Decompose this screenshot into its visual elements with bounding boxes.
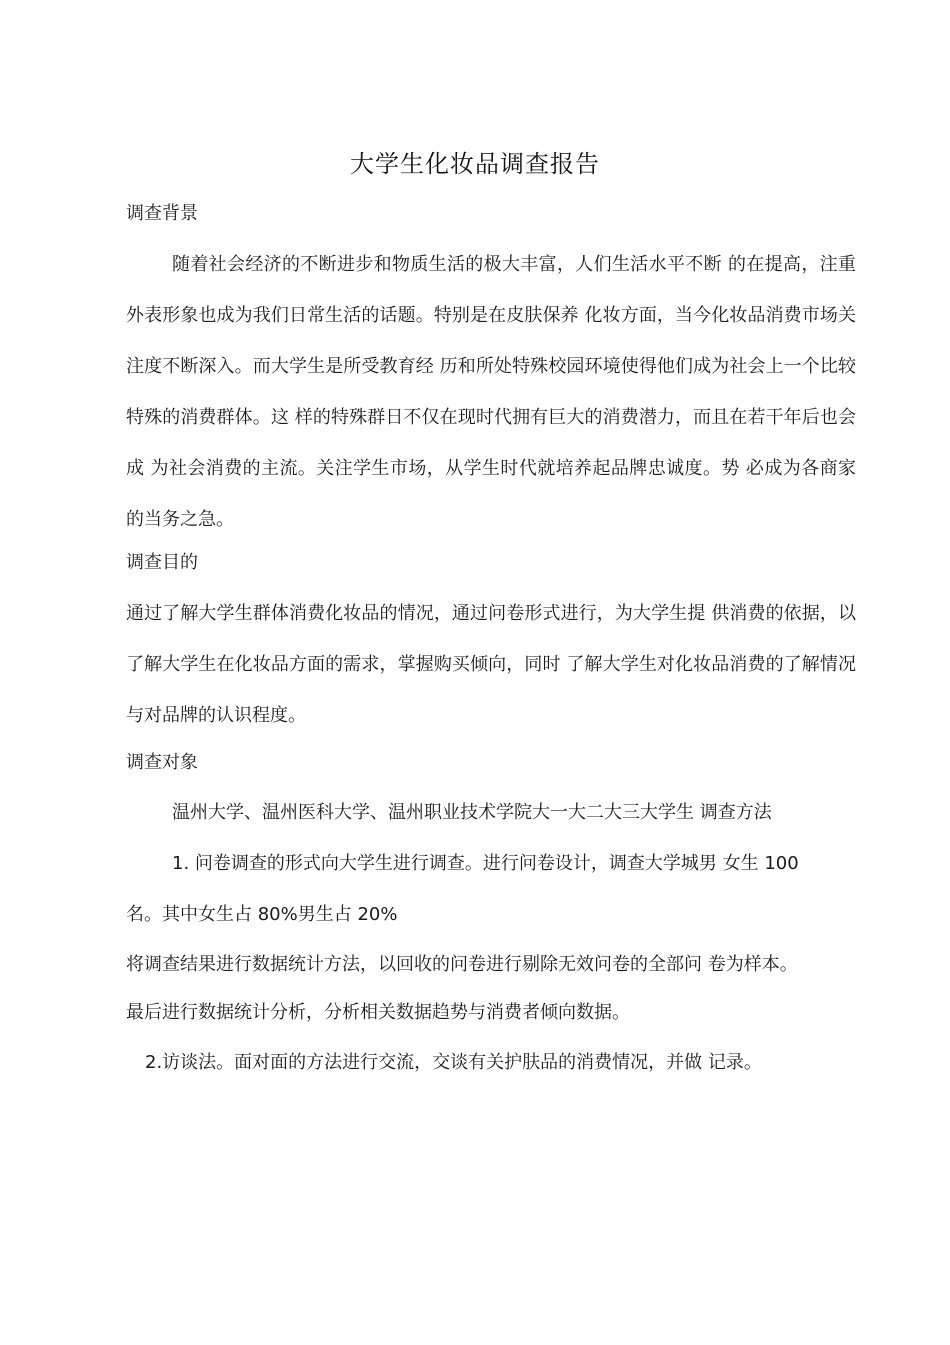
purpose-paragraph: 通过了解大学生群体消费化妆品的情况，通过问卷形式进行，为大学生提 供消费的依据，以了解大学生在化妆品方面的需求，掌握购买倾向，同时 了解大学生对化妆品消费的了解情况与对品牌的认识程度。 — [126, 603, 856, 726]
section-heading-object: 调查对象 — [126, 752, 198, 773]
object-paragraph: 温州大学、温州医科大学、温州职业技术学院大一大二大三大学生 调查方法 — [172, 802, 772, 823]
section-heading-background: 调查背景 — [126, 203, 198, 224]
method-1-line-4: 最后进行数据统计分析，分析相关数据趋势与消费者倾向数据。 — [126, 1002, 630, 1023]
section-heading-purpose: 调查目的 — [126, 552, 198, 573]
background-paragraph: 随着社会经济的不断进步和物质生活的极大丰富，人们生活水平不断 的在提高，注重外表形象也成为我们日常生活的话题。特别是在皮肤保养 化妆方面，当今化妆品消费市场关注度不断深入。而大学生是所受教育经 历和所处特殊校园环境使得他们成为社会上一个比较特殊的消费群体。这 样的特殊群日不仅在现时代拥有巨大的消费潜力，而且在若干年后也会成 为社会消费的主流。关注学生市场，从学生时代就培养起品牌忠诚度。势 必成为各商家的当务之急。 — [126, 254, 856, 530]
method-1-line-1: 1. 问卷调查的形式向大学生进行调查。进行问卷设计，调查大学城男 女生 100 — [172, 853, 799, 874]
method-1-line-2: 名。其中女生占 80%男生占 20% — [126, 904, 398, 925]
method-2-line: 2.访谈法。面对面的方法进行交流，交谈有关护肤品的消费情况，并做 记录。 — [145, 1052, 762, 1073]
method-1-line-3: 将调查结果进行数据统计方法，以回收的问卷进行剔除无效问卷的全部问 卷为样本。 — [126, 954, 798, 975]
document-title: 大学生化妆品调查报告 — [350, 150, 600, 178]
